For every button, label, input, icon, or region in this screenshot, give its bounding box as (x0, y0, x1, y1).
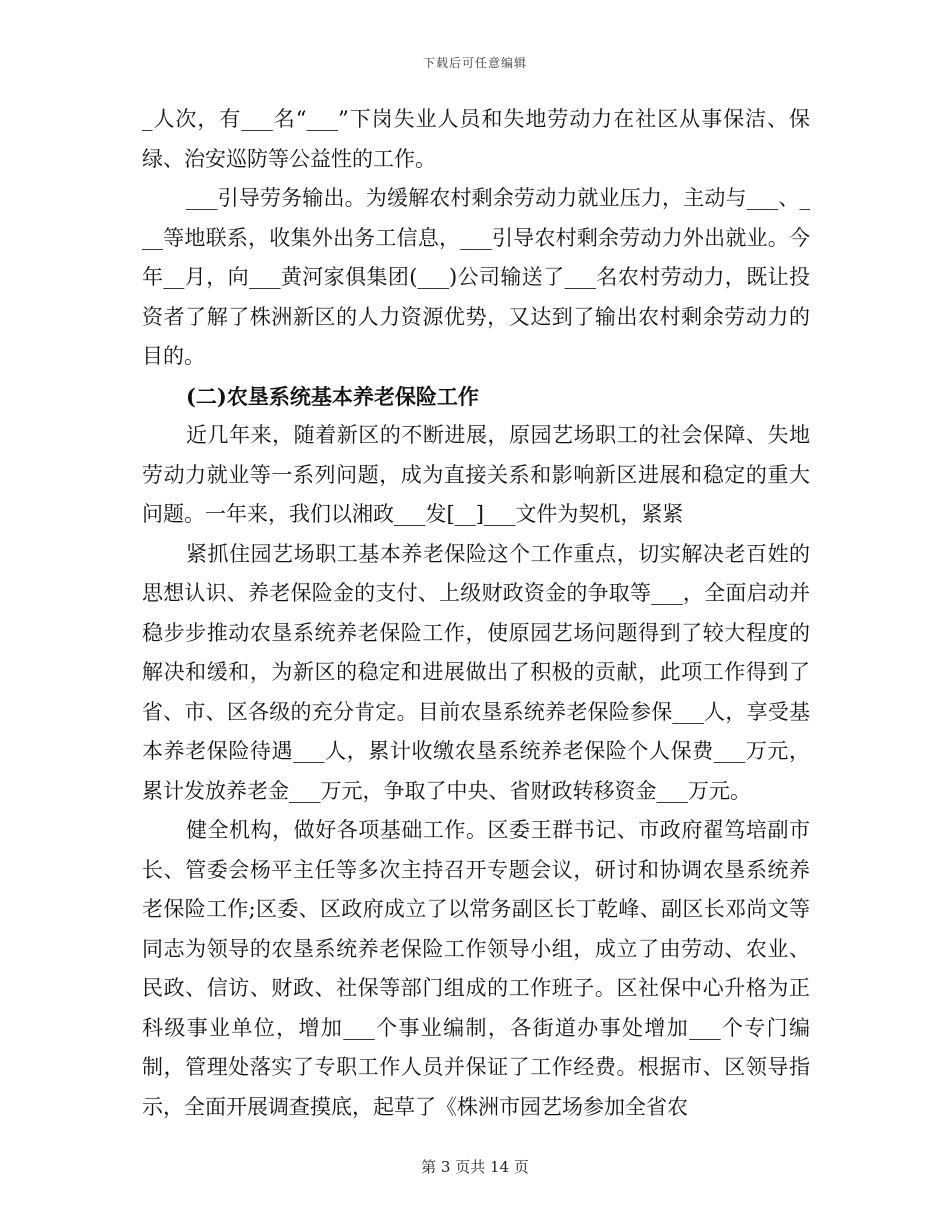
header-note: 下载后可任意编辑 (422, 56, 527, 70)
paragraph-5: 健全机构，做好各项基础工作。区委王群书记、市政府翟笃培副市长、管委会杨平主任等多次主持召开专题会议，研讨和协调农垦系统养老保险工作;区委、区政府成立了以常务副区长丁乾峰、副区长邓尚文等同志为领导的农垦系统养老保险工作领导小组，成立了由劳动、农业、民政、信访、财政、社保等部门组成的工作班子。区社保中心升格为正科级事业单位，增加___个事业编制，各街道办事处增加___个专门编制，管理处落实了专职工作人员并保证了工作经费。根据市、区领导指示，全面开展调查摸底，起草了《株洲市园艺场参加全省农 (142, 818, 810, 1119)
document-body (142, 100, 810, 1127)
page-footer: 第 3 页共 14 页 (421, 1158, 529, 1176)
paragraph-1: _人次，有___名“___”下岗失业人员和失地劳动力在社区从事保洁、保绿、治安巡防等公益性的工作。 (142, 107, 810, 171)
paragraph-4: 紧抓住园艺场职工基本养老保险这个工作重点，切实解决老百姓的思想认识、养老保险金的支付、上级财政资金的争取等___，全面启动并稳步步推动农垦系统养老保险工作，使原园艺场问题得到了较大程度的解决和缓和，为新区的稳定和进展做出了积极的贡献，此项工作得到了省、市、区各级的充分肯定。目前农垦系统养老保险参保___人，享受基本养老保险待遇___人，累计收缴农垦系统养老保险个人保费___万元，累计发放养老金___万元，争取了中央、省财政转移资金___万元。 (142, 541, 810, 803)
paragraph-2: ___引导劳务输出。为缓解农村剩余劳动力就业压力，主动与___、___等地联系，收集外出务工信息，___引导农村剩余劳动力外出就业。今年__月，向___黄河家俱集团(___)公司输送了___名农村劳动力，既让投资者了解了株洲新区的人力资源优势，又达到了输出农村剩余劳动力的目的。 (142, 186, 810, 368)
paragraph-3: 近几年来，随着新区的不断进展，原园艺场职工的社会保障、失地劳动力就业等一系列问题，成为直接关系和影响新区进展和稳定的重大问题。一年来，我们以湘政___发[__]___文件为契机，紧紧 (142, 423, 810, 526)
section-heading: (二)农垦系统基本养老保险工作 (186, 383, 479, 409)
